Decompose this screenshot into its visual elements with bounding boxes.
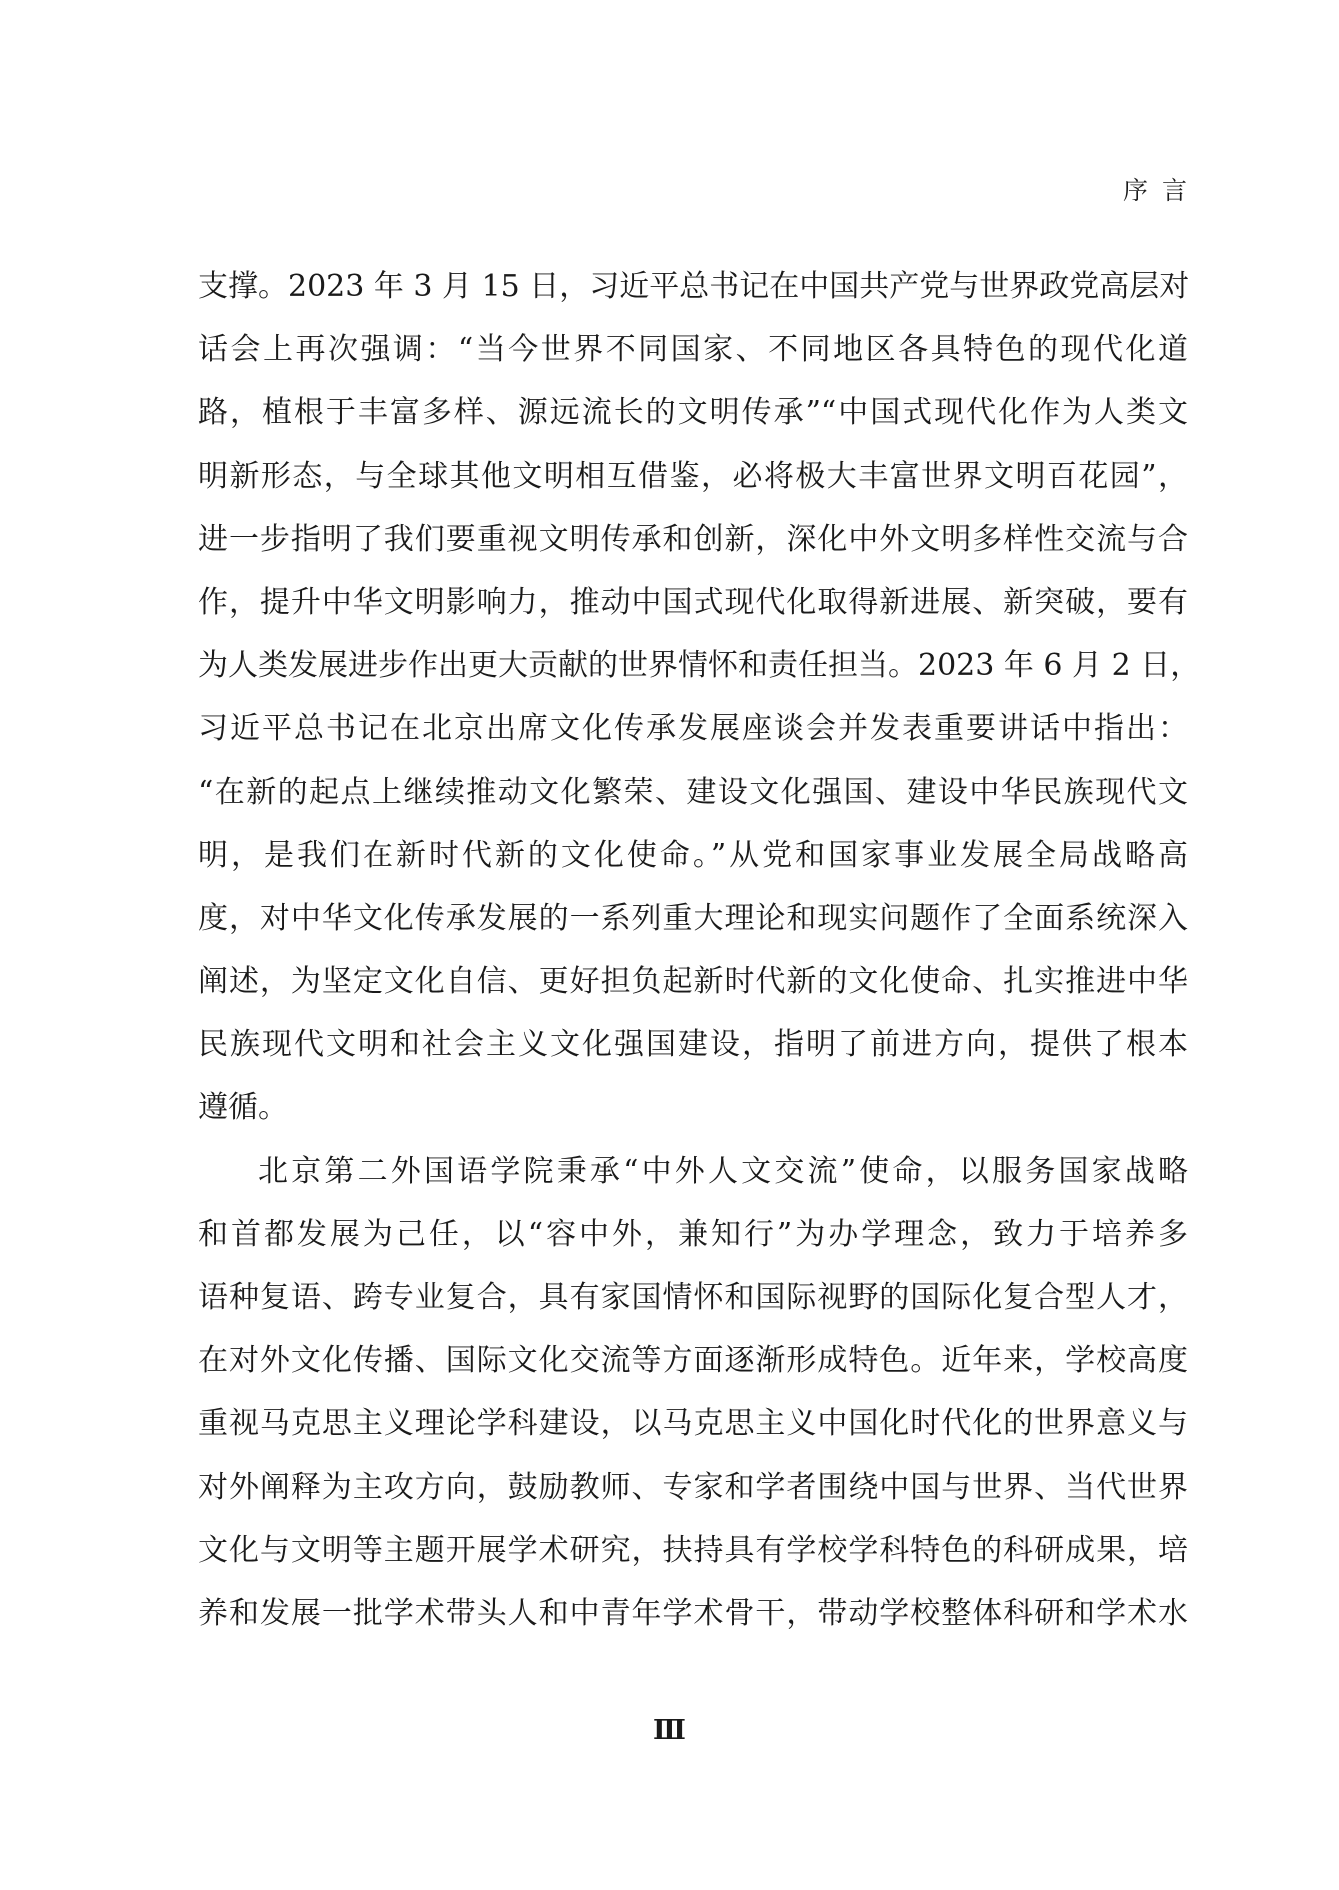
text-line: 习近平总书记在北京出席文化传承发展座谈会并发表重要讲话中指出： xyxy=(198,711,1188,747)
text-line: 和首都发展为己任，以“容中外，兼知行”为办学理念，致力于培养多 xyxy=(198,1216,1188,1252)
text-line: 对外阐释为主攻方向，鼓励教师、专家和学者围绕中国与世界、当代世界 xyxy=(198,1469,1188,1505)
text-line: 支撑。2023 年 3 月 15 日，习近平总书记在中国共产党与世界政党高层对 xyxy=(198,269,1190,304)
text-line: 文化与文明等主题开展学术研究，扶持具有学校学科特色的科研成果，培 xyxy=(198,1532,1188,1568)
body-text xyxy=(198,262,1201,1652)
text-line: 话会上再次强调：“当今世界不同国家、不同地区各具特色的现代化道 xyxy=(198,332,1188,368)
text-line: “在新的起点上继续推动文化繁荣、建设文化强国、建设中华民族现代文 xyxy=(198,774,1188,810)
text-line: 路，植根于丰富多样、源远流长的文明传承”“中国式现代化作为人类文 xyxy=(198,395,1188,431)
text-line: 明新形态，与全球其他文明相互借鉴，必将极大丰富世界文明百花园”， xyxy=(198,458,1188,494)
text-line: 为人类发展进步作出更大贡献的世界情怀和责任担当。2023 年 6 月 2 日， xyxy=(198,648,1201,684)
text-line: 重视马克思主义理论学科建设，以马克思主义中国化时代化的世界意义与 xyxy=(198,1406,1188,1442)
running-header-title: 序言 xyxy=(1122,176,1201,205)
text-line: 养和发展一批学术带头人和中青年学术骨干，带动学校整体科研和学术水 xyxy=(198,1595,1188,1631)
text-line: 作，提升中华文明影响力，推动中国式现代化取得新进展、新突破，要有 xyxy=(198,584,1188,620)
text-line: 进一步指明了我们要重视文明传承和创新，深化中外文明多样性交流与合 xyxy=(198,521,1188,557)
paragraph-end-line: 遵循。 xyxy=(198,1090,288,1126)
text-line: 民族现代文明和社会主义文化强国建设，指明了前进方向，提供了根本 xyxy=(198,1027,1188,1063)
page-number: Ⅲ xyxy=(653,1715,686,1746)
paragraph-first-line: 北京第二外国语学院秉承“中外人文交流”使命，以服务国家战略 xyxy=(258,1153,1188,1189)
text-line: 语种复语、跨专业复合，具有家国情怀和国际视野的国际化复合型人才， xyxy=(198,1280,1188,1315)
text-line: 在对外文化传播、国际文化交流等方面逐渐形成特色。近年来，学校高度 xyxy=(198,1343,1188,1379)
text-line: 明，是我们在新时代新的文化使命。”从党和国家事业发展全局战略高 xyxy=(198,837,1188,873)
text-line: 阐述，为坚定文化自信、更好担负起新时代新的文化使命、扎实推进中华 xyxy=(198,964,1188,1000)
text-line: 度，对中华文化传承发展的一系列重大理论和现实问题作了全面系统深入 xyxy=(198,900,1188,936)
